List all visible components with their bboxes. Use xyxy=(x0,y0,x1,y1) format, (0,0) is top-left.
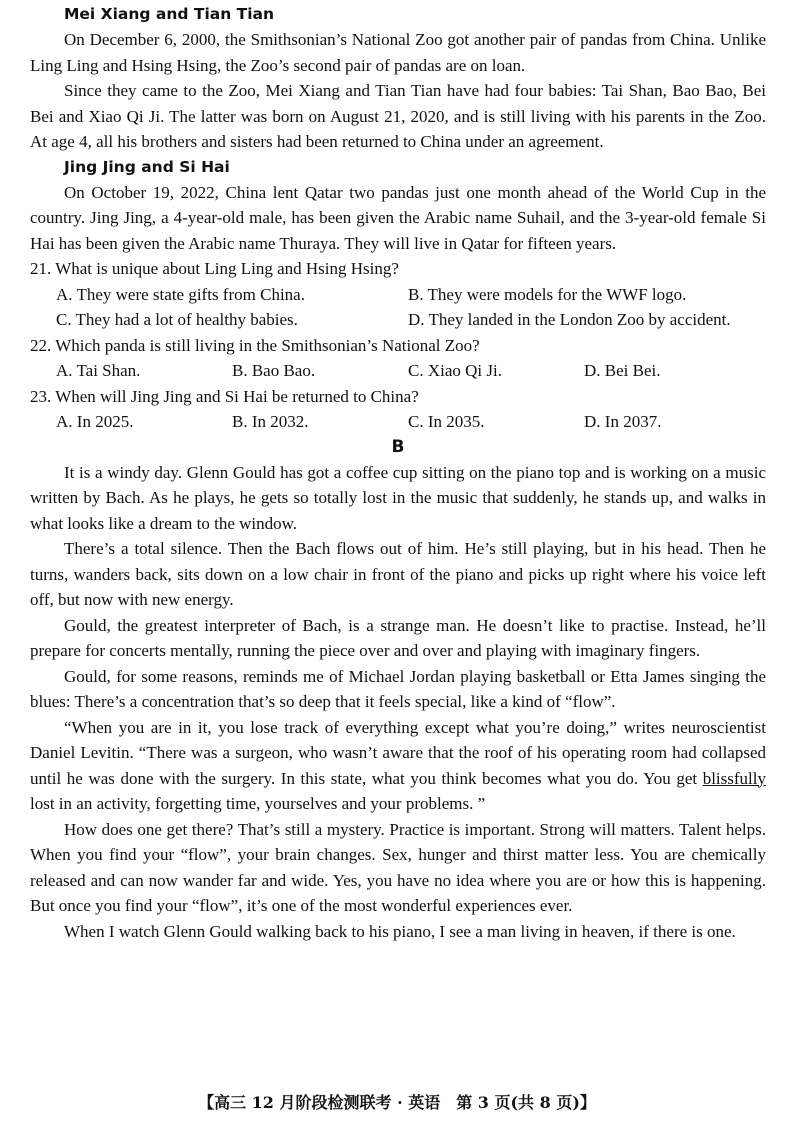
options-23 xyxy=(56,409,766,435)
text-span: lost in an activity, forgetting time, yourselves and your problems. ” xyxy=(30,794,486,813)
paragraph: When I watch Glenn Gould walking back to his piano, I see a man living in heaven, if there is one. xyxy=(64,921,736,941)
option-23-a[interactable]: A. In 2025. xyxy=(56,412,134,431)
text-span: “When you are in it, you lose track of everything except what you’re doing,” writes neuroscientist Daniel Levitin. “There was a surgeon, who wasn’t aware that the roof of his operating room had collapsed until he was done with the surgery. In this state, what you think becomes what you do. You get xyxy=(30,717,766,788)
paragraph: There’s a total silence. Then the Bach flows out of him. He’s still playing, but in his head. Then he turns, wanders back, sits down on a low chair in front of the piano and picks up right where his voice left off, but now with new energy. xyxy=(30,539,766,609)
paragraph: How does one get there? That’s still a mystery. Practice is important. Strong will matters. Talent helps. When you find your “flow”, your brain changes. Sex, hunger and thirst matter less. You are chemically released and can now wander far and wide. Yes, you have no idea where you are or how this is happening. But once you find your “flow”, it’s one of the most wonderful experiences ever. xyxy=(30,819,766,915)
page-footer: 【高三 12 月阶段检测联考 · 英语 第 3 页(共 8 页)】 xyxy=(198,1093,596,1112)
option-23-b[interactable]: B. In 2032. xyxy=(232,412,309,431)
option-23-d[interactable]: D. In 2037. xyxy=(584,412,662,431)
option-21-b[interactable]: B. They were models for the WWF logo. xyxy=(408,284,687,304)
option-22-c[interactable]: C. Xiao Qi Ji. xyxy=(408,361,502,380)
heading-mei-xiang: Mei Xiang and Tian Tian xyxy=(64,5,275,23)
underlined-word-blissfully: blissfully xyxy=(702,768,766,788)
section-b-title: B xyxy=(391,436,405,457)
option-21-d[interactable]: D. They landed in the London Zoo by accident. xyxy=(408,310,731,329)
option-21-c[interactable]: C. They had a lot of healthy babies. xyxy=(56,310,298,329)
paragraph: Gould, for some reasons, reminds me of Michael Jordan playing basketball or Etta James singing the blues: There’s a concentration that’s so deep that it feels special, like a kind of “flow”. xyxy=(30,666,766,711)
option-22-b[interactable]: B. Bao Bao. xyxy=(232,361,316,380)
option-22-d[interactable]: D. Bei Bei. xyxy=(584,361,661,380)
option-21-a[interactable]: A. They were state gifts from China. xyxy=(56,284,305,304)
options-21 xyxy=(56,282,766,333)
paragraph xyxy=(30,715,766,817)
option-23-c[interactable]: C. In 2035. xyxy=(408,412,485,431)
paragraph: Since they came to the Zoo, Mei Xiang and Tian Tian have had four babies: Tai Shan, Bao Bao, Bei Bei and Xiao Qi Ji. The latter was born on August 21, 2020, and is still living with his parents in the Zoo. At age 4, all his brothers and sisters had been returned to China under an agreement. xyxy=(30,81,766,151)
question-23: 23. When will Jing Jing and Si Hai be returned to China? xyxy=(30,386,419,406)
paragraph: On December 6, 2000, the Smithsonian’s National Zoo got another pair of pandas from China. Unlike Ling Ling and Hsing Hsing, the Zoo’s second pair of pandas are on loan. xyxy=(30,30,766,75)
heading-jing-jing: Jing Jing and Si Hai xyxy=(64,157,230,176)
paragraph: On October 19, 2022, China lent Qatar two pandas just one month ahead of the World Cup in the country. Jing Jing, a 4-year-old male, has been given the Arabic name Suhail, and the 3-year-old female Si Hai has been given the Arabic name Thuraya. They will live in Qatar for fifteen years. xyxy=(30,182,766,253)
paragraph: It is a windy day. Glenn Gould has got a coffee cup sitting on the piano top and is working on a music written by Bach. As he plays, he gets so totally lost in the music that suddenly, he stands up, and walks in what looks like a dream to the window. xyxy=(30,462,766,533)
paragraph: Gould, the greatest interpreter of Bach, is a strange man. He doesn’t like to practise. Instead, he’ll prepare for concerts mentally, running the piece over and over and playing with imaginary fingers. xyxy=(30,615,766,660)
options-22 xyxy=(56,358,766,384)
question-22: 22. Which panda is still living in the Smithsonian’s National Zoo? xyxy=(30,335,480,355)
question-21: 21. What is unique about Ling Ling and Hsing Hsing? xyxy=(30,259,399,278)
option-22-a[interactable]: A. Tai Shan. xyxy=(56,361,141,380)
